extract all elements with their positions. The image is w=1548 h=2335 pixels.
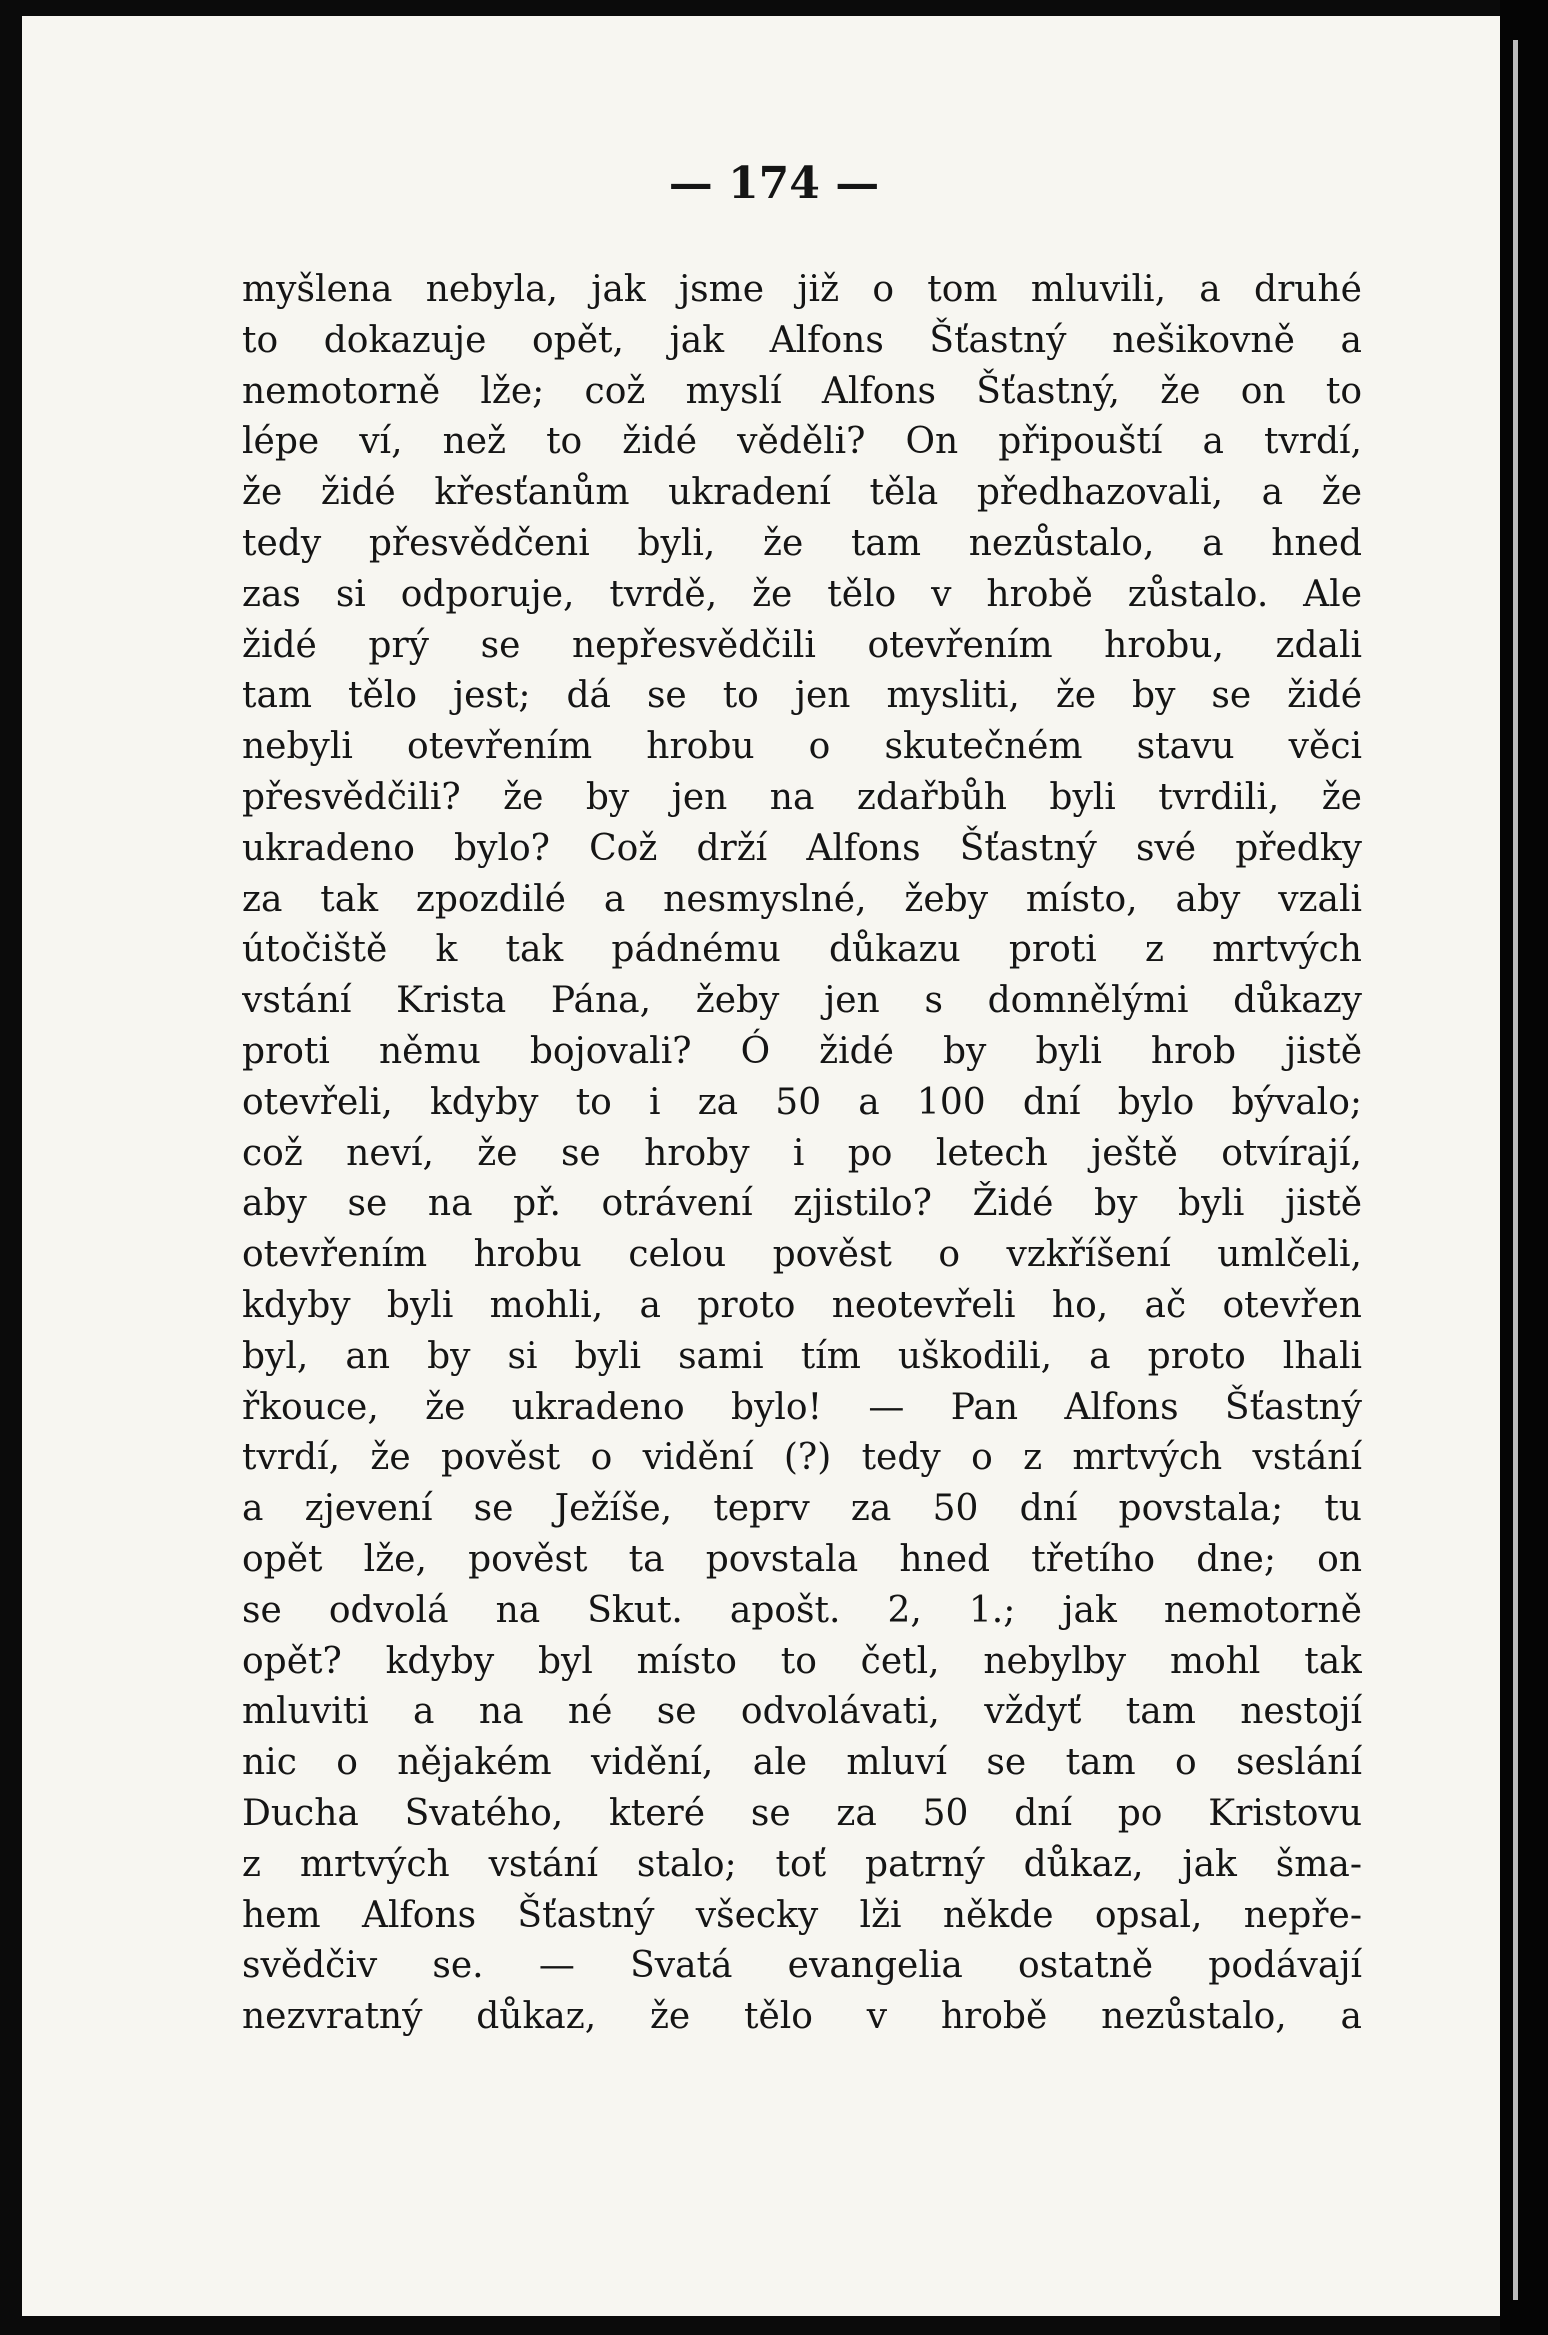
text-line: přesvědčili? že by jen na zdařbůh byli tvrdili, že [242, 776, 1362, 818]
text-line: lépe ví, než to židé věděli? On připouští a tvrdí, [242, 421, 1362, 463]
text-line: Ducha Svatého, které se za 50 dní po Kristovu [242, 1792, 1362, 1834]
text-line: myšlena nebyla, jak jsme již o tom mluvili, a druhé [242, 269, 1362, 310]
text-line: svědčiv se. — Svatá evangelia ostatně podávají [242, 1945, 1362, 1987]
text-line: nemotorně lže; což myslí Alfons Šťastný, že on to [242, 370, 1362, 412]
text-line: kdyby byli mohli, a proto neotevřeli ho, ač otevřen [242, 1284, 1362, 1326]
text-line: nebyli otevřením hrobu o skutečném stavu věci [242, 726, 1362, 768]
text-line: opět lže, pověst ta povstala hned třetího dne; on [242, 1538, 1362, 1580]
scan-border [1500, 0, 1548, 2335]
text-line: z mrtvých vstání stalo; toť patrný důkaz, jak šma- [242, 1843, 1362, 1885]
page-number: — 174 — [668, 158, 880, 209]
text-line: to dokazuje opět, jak Alfons Šťastný nešikovně a [242, 319, 1362, 361]
body-text [242, 265, 1362, 2043]
text-line: hem Alfons Šťastný všecky lži někde opsal, nepře- [242, 1894, 1362, 1936]
text-line: židé prý se nepřesvědčili otevřením hrobu, zdali [242, 624, 1362, 666]
text-line: byl, an by si byli sami tím uškodili, a proto lhali [242, 1335, 1362, 1377]
text-line: zas si odporuje, tvrdě, že tělo v hrobě zůstalo. Ale [242, 573, 1362, 615]
text-line: vstání Krista Pána, žeby jen s domnělými důkazy [242, 980, 1362, 1022]
text-line: mluviti a na né se odvolávati, vždyť tam nestojí [242, 1691, 1362, 1733]
text-line: za tak zpozdilé a nesmyslné, žeby místo, aby vzali [242, 878, 1362, 920]
text-line: otevřeli, kdyby to i za 50 a 100 dní bylo bývalo; [242, 1081, 1362, 1123]
text-line: tvrdí, že pověst o vidění (?) tedy o z mrtvých vstání [242, 1437, 1362, 1479]
text-line: a zjevení se Ježíše, teprv za 50 dní povstala; tu [242, 1488, 1362, 1530]
text-line: opět? kdyby byl místo to četl, nebylby mohl tak [242, 1640, 1362, 1682]
text-line: aby se na př. otrávení zjistilo? Židé by byli jistě [242, 1183, 1362, 1225]
text-line: nic o nějakém vidění, ale mluví se tam o seslání [242, 1742, 1362, 1784]
text-line: což neví, že se hroby i po letech ještě otvírají, [242, 1132, 1362, 1174]
page-edge-line [1513, 40, 1518, 2300]
text-line: řkouce, že ukradeno bylo! — Pan Alfons Šťastný [242, 1386, 1362, 1428]
text-line: tam tělo jest; dá se to jen mysliti, že by se židé [242, 675, 1362, 717]
text-line: nezvratný důkaz, že tělo v hrobě nezůstalo, a [242, 1996, 1362, 2038]
text-line: útočiště k tak pádnému důkazu proti z mrtvých [242, 929, 1362, 971]
text-line: ukradeno bylo? Což drží Alfons Šťastný své předky [242, 827, 1362, 869]
text-line: otevřením hrobu celou pověst o vzkříšení umlčeli, [242, 1234, 1362, 1276]
text-line: se odvolá na Skut. apošt. 2, 1.; jak nemotorně [242, 1589, 1362, 1631]
text-line: tedy přesvědčeni byli, že tam nezůstalo, a hned [242, 522, 1362, 564]
text-line: že židé křesťanům ukradení těla předhazovali, a že [242, 472, 1362, 514]
text-line: proti němu bojovali? Ó židé by byli hrob jistě [242, 1030, 1362, 1072]
